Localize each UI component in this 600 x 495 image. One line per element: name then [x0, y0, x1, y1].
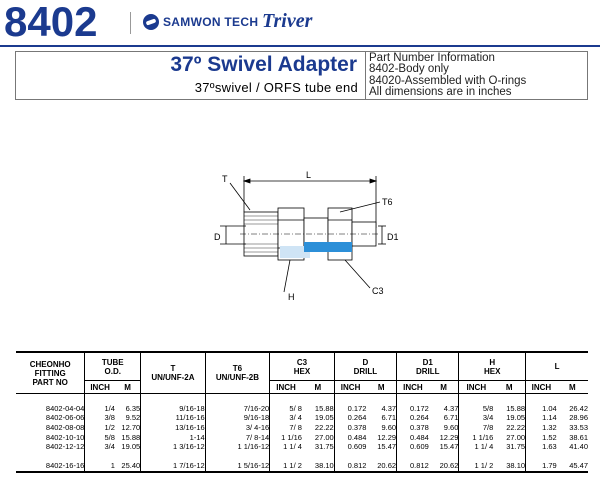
table-cell: 1-14 [141, 432, 206, 442]
table-cell: 31.75 [506, 442, 526, 452]
table-cell: 45.47 [569, 461, 588, 471]
table-cell: 8402-12-12 [45, 442, 85, 452]
table-cell: 0.378 [334, 423, 366, 433]
part-info-line: 84020-Assembled with O-rings [369, 74, 527, 87]
sub-inch: INCH [526, 381, 557, 394]
table-cell: 15.47 [377, 442, 397, 452]
table-cell: 15.47 [439, 442, 459, 452]
table-cell: 27.00 [506, 432, 526, 442]
table-cell: 0.172 [397, 404, 429, 414]
table-cell: 8402-16-16 [45, 461, 85, 471]
table-cell: 38.61 [569, 432, 588, 442]
table-cell: 0.484 [397, 432, 429, 442]
table-cell: 1 1/16-12 [205, 442, 270, 452]
table-row [16, 432, 588, 442]
table-cell: 0.484 [334, 432, 366, 442]
table-cell: 8402-10-10 [45, 432, 85, 442]
table-body [16, 394, 588, 472]
table-cell: 1 1/16 [270, 432, 302, 442]
fitting-drawing [180, 168, 420, 308]
part-info-line: Part Number Information [369, 52, 495, 64]
table-cell: 1 5/16-12 [205, 461, 270, 472]
table-cell: 5/8 [459, 404, 493, 414]
table-cell: 12.70 [121, 423, 141, 433]
table-cell: 31.75 [314, 442, 334, 452]
table-cell: 41.40 [569, 442, 588, 452]
col-t6: T6 UN/UNF-2B [205, 352, 270, 394]
table-cell: 20.62 [377, 461, 397, 471]
table-cell: 22.22 [314, 423, 334, 433]
table-cell: 8402-08-08 [45, 423, 85, 433]
table-row [16, 423, 588, 433]
table-cell: 8402-06-06 [45, 413, 85, 423]
table-cell: 0.609 [397, 442, 429, 452]
sub-inch: INCH [85, 381, 115, 394]
table-cell: 7/16-20 [205, 404, 270, 414]
table-cell: 1 7/16-12 [141, 461, 206, 472]
table-cell: 0.264 [334, 413, 366, 423]
title-box-divider [365, 52, 366, 99]
table-cell: 1/2 [85, 423, 115, 433]
table-cell: 1.04 [526, 404, 557, 414]
table-cell: 27.00 [314, 432, 334, 442]
table-cell: 9.52 [125, 413, 141, 423]
table-cell: 19.05 [121, 442, 141, 452]
table-cell: 6.35 [125, 403, 141, 413]
table-cell: 1 1/ 4 [459, 442, 493, 452]
table-cell: 1.79 [526, 461, 557, 472]
table-cell: 0.172 [334, 404, 366, 414]
table-cell: 9/16-18 [205, 413, 270, 423]
table-cell: 13/16-16 [141, 423, 206, 433]
table-cell: 1.63 [526, 442, 557, 452]
table-cell: 9.60 [381, 423, 397, 433]
table-cell: 22.22 [506, 423, 526, 433]
table-cell: 33.53 [569, 423, 588, 433]
col-part-no: CHEONHO FITTING PART NO [16, 352, 85, 394]
product-subtitle: 37ºswivel / ORFS tube end [194, 80, 358, 95]
col-h: H HEX [459, 352, 526, 381]
table-cell: 3/ 4-16 [205, 423, 270, 433]
samwon-tech-logo [143, 14, 258, 30]
table-cell: 15.88 [314, 403, 334, 413]
label-h: H [288, 292, 295, 302]
part-number-info [369, 53, 526, 98]
sub-mm: M [366, 381, 396, 394]
table-row [16, 461, 588, 472]
col-t: T UN/UNF-2A [141, 352, 206, 394]
sub-inch: INCH [459, 381, 493, 394]
table-cell: 1 1/ 4 [270, 442, 302, 452]
triver-logo: Triver [262, 10, 313, 32]
col-tube-od: TUBE O.D. [85, 352, 141, 381]
table-cell: 7/ 8-14 [205, 432, 270, 442]
table-cell: 7/ 8 [270, 423, 302, 433]
title-box [15, 51, 588, 100]
table-cell: 9/16-18 [141, 404, 206, 414]
table-cell: 7/8 [459, 423, 493, 433]
header-divider [130, 12, 131, 34]
table-cell: 1 1/ 2 [270, 461, 302, 472]
part-info-line: All dimensions are in inches [369, 85, 512, 98]
col-l: L [526, 352, 588, 381]
sub-mm: M [115, 381, 141, 394]
table-cell: 19.05 [506, 413, 526, 423]
table-cell: 11/16-16 [141, 413, 206, 423]
col-d1: D1 DRILL [397, 352, 459, 381]
sub-mm: M [302, 381, 334, 394]
dimensions-table [16, 351, 588, 473]
table-cell: 3/8 [85, 413, 115, 423]
table-cell: 6.71 [443, 413, 459, 423]
table-cell: 12.29 [439, 432, 459, 442]
table-cell: 3/4 [85, 442, 115, 452]
table-cell: 4.37 [443, 403, 459, 413]
table-cell: 19.05 [314, 413, 334, 423]
table-cell: 8402-04-04 [45, 403, 85, 413]
header-rule [0, 45, 600, 47]
table-cell: 5/8 [85, 432, 115, 442]
table-cell: 26.42 [569, 403, 588, 413]
table-cell: 0.264 [397, 413, 429, 423]
table-cell: 1.14 [526, 413, 557, 423]
table-cell: 1 1/16 [459, 432, 493, 442]
table-cell: 1 [85, 461, 115, 472]
table-cell: 15.88 [506, 403, 526, 413]
table-cell: 38.10 [506, 461, 526, 471]
part-number-title: 8402 [4, 0, 98, 45]
table-cell: 4.37 [381, 403, 397, 413]
label-l: L [306, 170, 312, 180]
part-info-line: 8402-Body only [369, 63, 449, 76]
table-cell: 1.32 [526, 423, 557, 433]
label-d: D [214, 232, 221, 242]
sub-inch: INCH [397, 381, 429, 394]
table-cell: 0.609 [334, 442, 366, 452]
sub-inch: INCH [270, 381, 302, 394]
table-cell: 38.10 [314, 461, 334, 471]
table-row [16, 413, 588, 423]
label-d1: D1 [387, 232, 399, 242]
table-cell: 1/4 [85, 404, 115, 414]
table-cell: 3/ 4 [270, 413, 302, 423]
table-cell: 0.378 [397, 423, 429, 433]
table-row [16, 442, 588, 452]
table-cell: 15.88 [121, 432, 141, 442]
sub-mm: M [557, 381, 588, 394]
table-cell: 5/ 8 [270, 404, 302, 414]
sub-mm: M [493, 381, 525, 394]
label-t6: T6 [382, 197, 393, 207]
table-cell: 20.62 [439, 461, 459, 471]
table-cell: 1 3/16-12 [141, 442, 206, 452]
sub-inch: INCH [334, 381, 366, 394]
col-c3: C3 HEX [270, 352, 335, 381]
table-cell: 0.812 [334, 461, 366, 472]
col-d: D DRILL [334, 352, 396, 381]
table-cell: 25.40 [121, 461, 141, 471]
table-cell: 1.52 [526, 432, 557, 442]
samwon-logo-icon [143, 14, 159, 30]
table-cell: 0.812 [397, 461, 429, 472]
table-cell: 28.96 [569, 413, 588, 423]
label-c3: C3 [372, 286, 384, 296]
table-cell: 6.71 [381, 413, 397, 423]
table-cell: 3/4 [459, 413, 493, 423]
sub-mm: M [429, 381, 459, 394]
table-cell: 9.60 [443, 423, 459, 433]
table-row [16, 404, 588, 414]
header [0, 0, 600, 45]
table-cell: 12.29 [377, 432, 397, 442]
table-cell: 1 1/ 2 [459, 461, 493, 472]
samwon-logo-text: SAMWON TECH [163, 15, 259, 29]
product-title: 37º Swivel Adapter [170, 53, 357, 76]
label-t: T [222, 174, 228, 184]
